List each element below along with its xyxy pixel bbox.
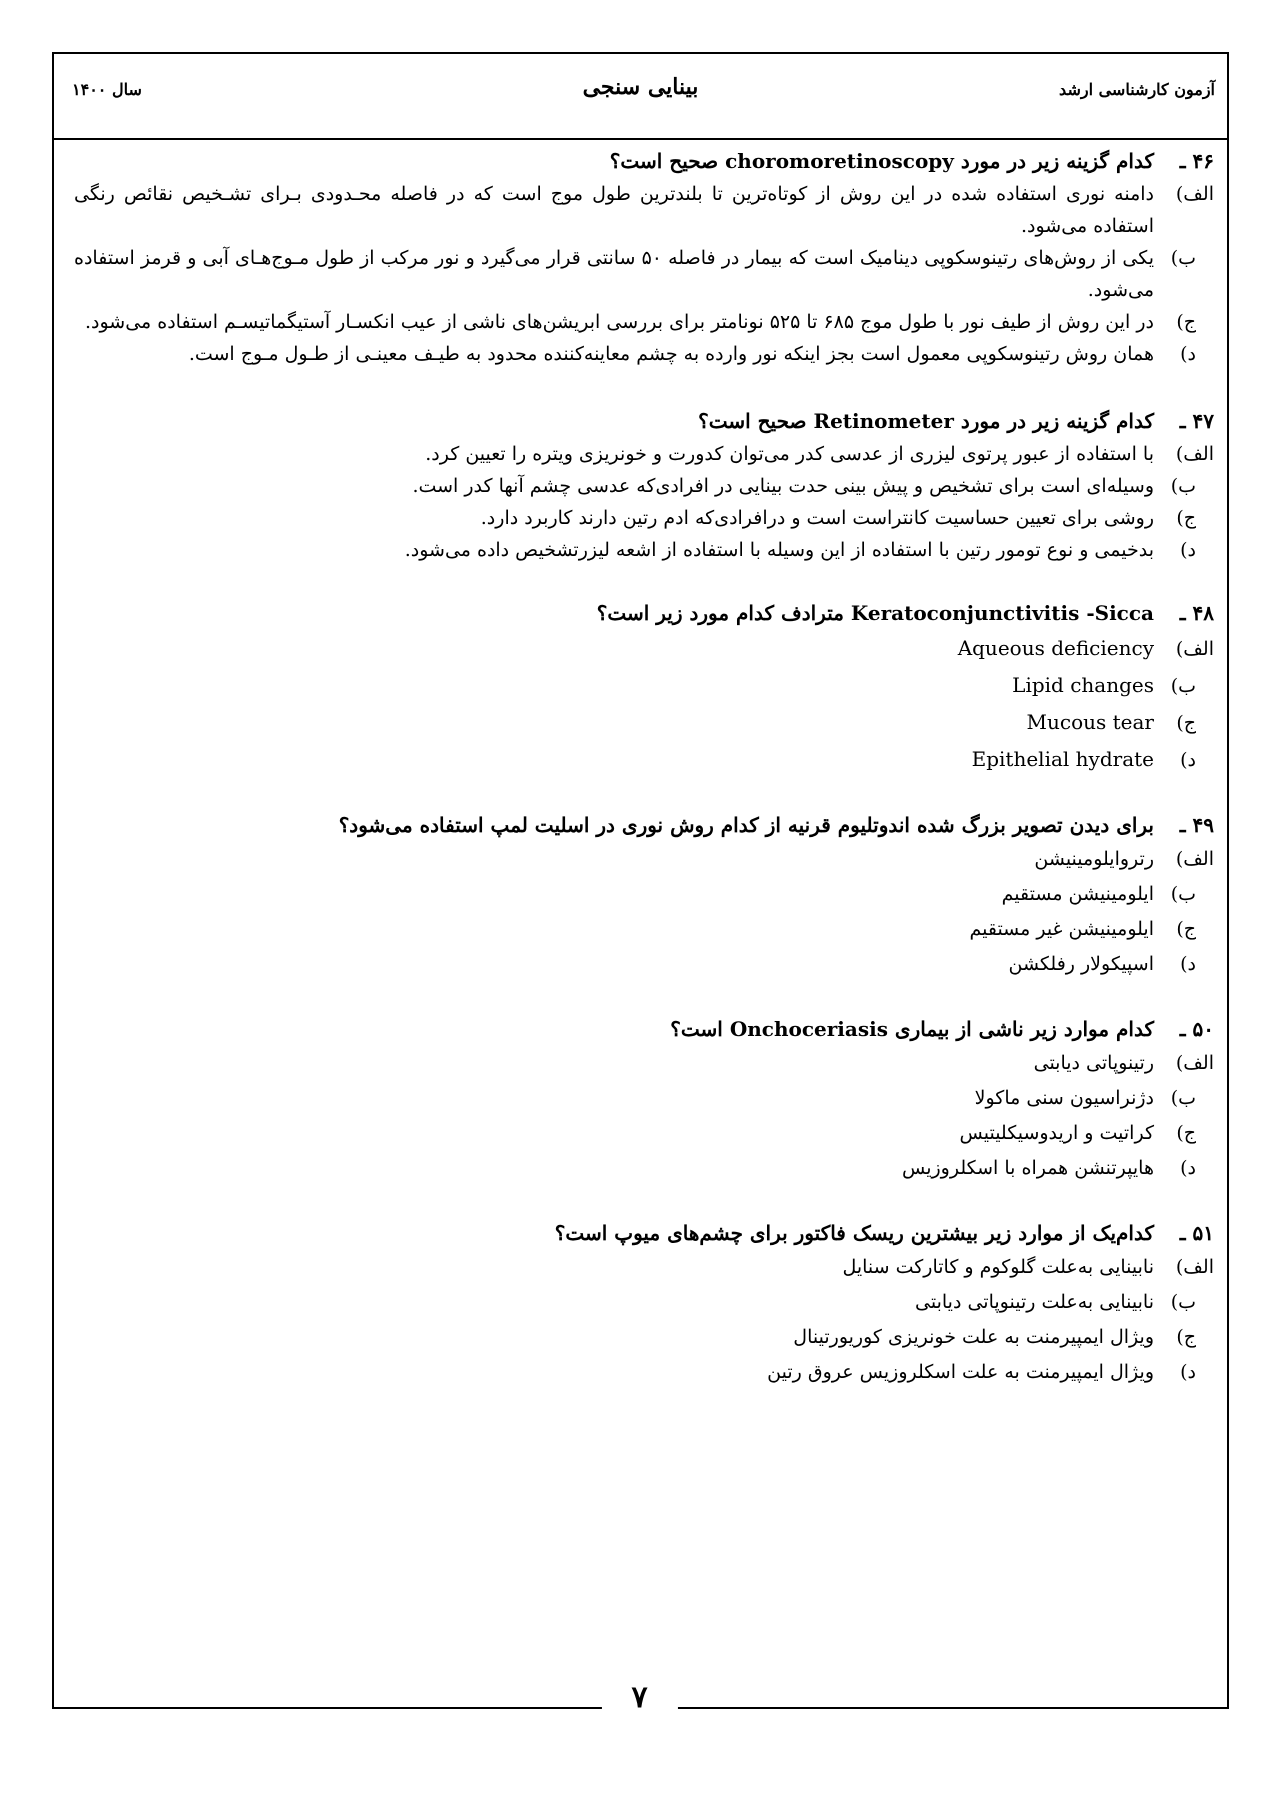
option-label: ب) bbox=[1170, 475, 1196, 497]
option-a[interactable] bbox=[74, 438, 1214, 470]
option-label: الف) bbox=[1175, 183, 1214, 205]
option-d[interactable] bbox=[74, 1355, 1214, 1390]
option-d[interactable] bbox=[74, 534, 1214, 566]
option-c[interactable] bbox=[74, 1320, 1214, 1355]
option-text: ایلومینیشن مستقیم bbox=[1001, 883, 1154, 905]
option-text: بدخیمی و نوع تومور رتین با استفاده از این وسیله با استفاده از اشعه لیزرتشخیص داده می‌شود. bbox=[404, 539, 1154, 561]
option-a[interactable] bbox=[74, 178, 1214, 242]
option-text: دژنراسیون سنی ماکولا bbox=[974, 1087, 1154, 1109]
question-51 bbox=[74, 1216, 1214, 1390]
option-text: رتینوپاتی دیابتی bbox=[1033, 1052, 1154, 1074]
option-c[interactable] bbox=[74, 502, 1214, 534]
header-divider bbox=[52, 138, 1229, 140]
option-label: ب) bbox=[1170, 883, 1196, 905]
questions-container bbox=[74, 144, 1214, 1390]
question-header bbox=[74, 404, 1214, 438]
option-text: نابینایی به‌علت رتینوپاتی دیابتی bbox=[915, 1291, 1154, 1313]
option-b[interactable] bbox=[74, 470, 1214, 502]
option-b[interactable] bbox=[74, 1285, 1214, 1320]
option-b[interactable] bbox=[74, 877, 1214, 912]
question-48 bbox=[74, 596, 1214, 778]
option-label: ب) bbox=[1170, 247, 1196, 269]
option-label: الف) bbox=[1175, 638, 1214, 660]
question-header bbox=[74, 1012, 1214, 1046]
option-a[interactable] bbox=[74, 630, 1214, 667]
question-header bbox=[74, 144, 1214, 178]
question-number: ۴۷ ـ bbox=[1179, 409, 1214, 433]
question-text: کدام موارد زیر ناشی از بیماری Onchoceriasis است؟ bbox=[670, 1017, 1154, 1041]
option-label: ب) bbox=[1170, 1291, 1196, 1313]
option-text: Lipid changes bbox=[1012, 673, 1154, 697]
option-label: ج) bbox=[1176, 507, 1196, 529]
option-label: د) bbox=[1180, 749, 1196, 771]
option-a[interactable] bbox=[74, 1046, 1214, 1081]
option-text: دامنه نوری استفاده شده در این روش از کوتاه‌ترین تا بلندترین طول موج است که در فاصله محـدودی بـرای تشـخیص نقائص رنگی استفاده می‌شود. bbox=[74, 183, 1154, 237]
option-c[interactable] bbox=[74, 912, 1214, 947]
option-text: همان روش رتینوسکوپی معمول است بجز اینکه نور وارده به چشم معاینه‌کننده محدود به طیـف معینـی از طـول مـوج است. bbox=[188, 343, 1154, 365]
page-header bbox=[52, 74, 1229, 114]
option-label: الف) bbox=[1175, 1256, 1214, 1278]
option-text: ایلومینیشن غیر مستقیم bbox=[969, 918, 1154, 940]
question-text: برای دیدن تصویر بزرگ شده اندوتلیوم قرنیه از کدام روش نوری در اسلیت لمپ استفاده می‌شود؟ bbox=[338, 813, 1154, 837]
question-header bbox=[74, 1216, 1214, 1250]
page-footer bbox=[0, 1682, 1279, 1730]
option-label: ج) bbox=[1176, 712, 1196, 734]
page-number: ۷ bbox=[601, 1680, 677, 1715]
question-50 bbox=[74, 1012, 1214, 1186]
question-text: کدام گزینه زیر در مورد Retinometer صحیح است؟ bbox=[698, 409, 1154, 433]
option-text: یکی از روش‌های رتینوسکوپی دینامیک است که بیمار در فاصله ۵۰ سانتی قرار می‌گیرد و نور مرکب از طول مـوج‌هـای آبی و قرمز استفاده می‌شود. bbox=[74, 247, 1154, 301]
option-text: وسیله‌ای است برای تشخیص و پیش بینی حدت بینایی در افرادی‌که عدسی چشم آنها کدر است. bbox=[412, 475, 1154, 497]
question-number: ۴۸ ـ bbox=[1179, 601, 1214, 625]
question-header bbox=[74, 808, 1214, 842]
option-label: د) bbox=[1180, 343, 1196, 365]
option-text: روشی برای تعیین حساسیت کانتراست است و درافرادی‌که ادم رتین دارند کاربرد دارد. bbox=[480, 507, 1154, 529]
option-d[interactable] bbox=[74, 947, 1214, 982]
question-number: ۵۰ ـ bbox=[1179, 1017, 1214, 1041]
option-label: ج) bbox=[1176, 1326, 1196, 1348]
question-46 bbox=[74, 144, 1214, 370]
option-label: د) bbox=[1180, 1361, 1196, 1383]
exam-title: آزمون کارشناسی ارشد bbox=[1059, 80, 1215, 99]
question-number: ۴۹ ـ bbox=[1179, 813, 1214, 837]
subject-title: بینایی سنجی bbox=[582, 74, 699, 100]
option-a[interactable] bbox=[74, 1250, 1214, 1285]
option-label: الف) bbox=[1175, 443, 1214, 465]
option-text: ویژال ایمپیرمنت به علت اسکلروزیس عروق رتین bbox=[767, 1361, 1154, 1383]
option-label: ج) bbox=[1176, 1122, 1196, 1144]
option-label: ج) bbox=[1176, 918, 1196, 940]
option-label: الف) bbox=[1175, 1052, 1214, 1074]
option-label: الف) bbox=[1175, 848, 1214, 870]
option-text: Mucous tear bbox=[1026, 710, 1154, 734]
option-text: با استفاده از عبور پرتوی لیزری از عدسی کدر می‌توان کدورت و خونریزی ویتره را تعیین کرد. bbox=[425, 443, 1154, 465]
option-c[interactable] bbox=[74, 704, 1214, 741]
option-label: د) bbox=[1180, 953, 1196, 975]
option-d[interactable] bbox=[74, 741, 1214, 778]
option-label: ب) bbox=[1170, 1087, 1196, 1109]
option-text: در این روش از طیف نور با طول موج ۶۸۵ تا ۵۲۵ نونامتر برای بررسی ابریشن‌های ناشی از عیب انکسـار آستیگماتیسـم استفاده می‌شود. bbox=[84, 311, 1154, 333]
question-text: کدام‌یک از موارد زیر بیشترین ریسک فاکتور برای چشم‌های میوپ است؟ bbox=[554, 1221, 1154, 1245]
question-text: کدام گزینه زیر در مورد choromoretinoscopy صحیح است؟ bbox=[609, 149, 1154, 173]
option-label: ب) bbox=[1170, 675, 1196, 697]
question-text: Keratoconjunctivitis -Sicca مترادف کدام مورد زیر است؟ bbox=[596, 601, 1154, 625]
option-text: ویژال ایمپیرمنت به علت خونریزی کوریورتینال bbox=[793, 1326, 1154, 1348]
question-47 bbox=[74, 404, 1214, 566]
option-text: Aqueous deficiency bbox=[957, 636, 1154, 660]
option-b[interactable] bbox=[74, 242, 1214, 306]
question-number: ۴۶ ـ bbox=[1179, 149, 1214, 173]
option-c[interactable] bbox=[74, 306, 1214, 338]
option-b[interactable] bbox=[74, 667, 1214, 704]
option-text: اسپیکولار رفلکشن bbox=[1008, 953, 1154, 975]
option-label: د) bbox=[1180, 1157, 1196, 1179]
option-c[interactable] bbox=[74, 1116, 1214, 1151]
option-text: هایپرتنشن همراه با اسکلروزیس bbox=[902, 1157, 1154, 1179]
option-b[interactable] bbox=[74, 1081, 1214, 1116]
question-number: ۵۱ ـ bbox=[1179, 1221, 1214, 1245]
question-49 bbox=[74, 808, 1214, 982]
option-text: کراتیت و اریدوسیکلیتیس bbox=[959, 1122, 1154, 1144]
exam-year: سال ۱۴۰۰ bbox=[72, 80, 142, 99]
question-header bbox=[74, 596, 1214, 630]
option-label: د) bbox=[1180, 539, 1196, 561]
option-d[interactable] bbox=[74, 1151, 1214, 1186]
option-text: نابینایی به‌علت گلوکوم و کاتارکت سنایل bbox=[842, 1256, 1154, 1278]
option-a[interactable] bbox=[74, 842, 1214, 877]
option-label: ج) bbox=[1176, 311, 1196, 333]
option-d[interactable] bbox=[74, 338, 1214, 370]
option-text: رتروایلومینیشن bbox=[1034, 848, 1154, 870]
option-text: Epithelial hydrate bbox=[971, 747, 1154, 771]
